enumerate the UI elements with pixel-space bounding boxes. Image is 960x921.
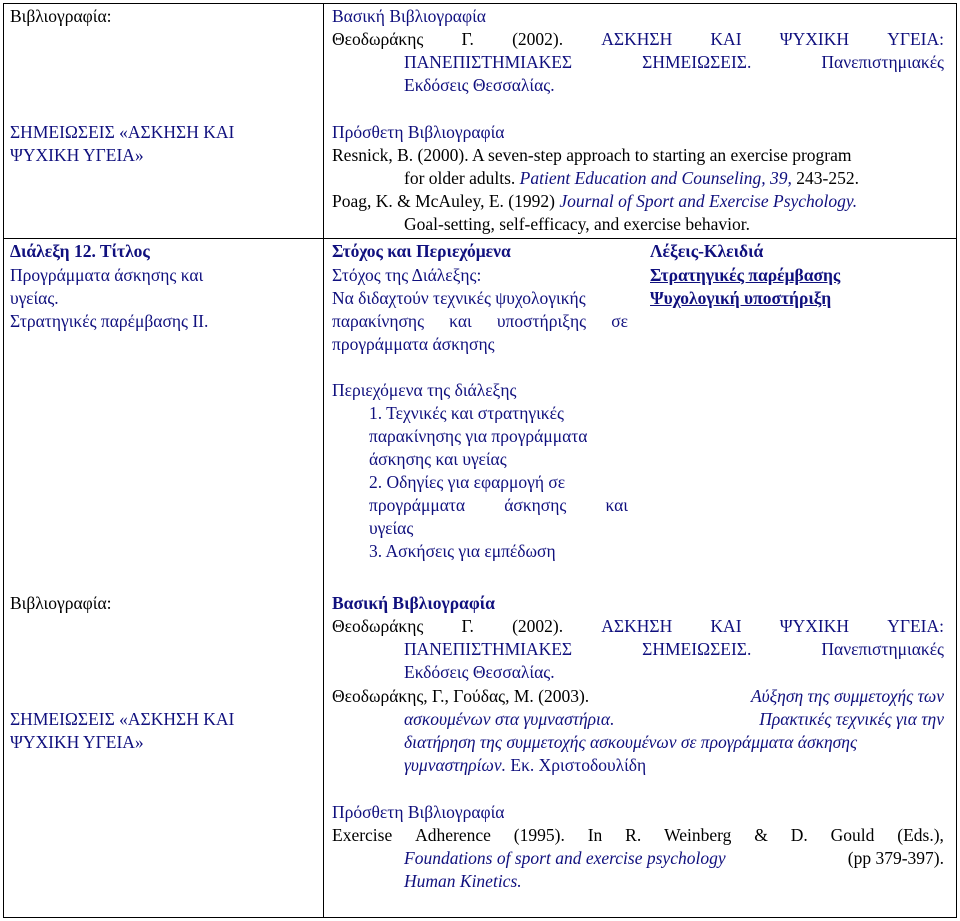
additional-bibliography-heading: Πρόσθετη Βιβλιογραφία [332, 802, 505, 822]
column-divider [323, 3, 324, 918]
reference-line: ΠΑΝΕΠΙΣΤΗΜΙΑΚΕΣ ΣΗΜΕΙΩΣΕΙΣ. Πανεπιστημιακές [404, 639, 944, 659]
reference-line: Θεοδωράκης, Γ., Γούδας, Μ. (2003). Αύξηση της συμμετοχής των [332, 686, 944, 706]
table-border-top [3, 3, 957, 4]
lecture-title-header: Διάλεξη 12. Τίτλος [10, 241, 150, 261]
contents-item: 1. Τεχνικές και στρατηγικές [369, 403, 564, 423]
reference-line: Εκδόσεις Θεσσαλίας. [404, 662, 555, 682]
reference-line: Human Kinetics. [404, 871, 522, 891]
contents-item: άσκησης και υγείας [369, 449, 507, 469]
bibliography-source: ΣΗΜΕΙΩΣΕΙΣ «ΑΣΚΗΣΗ ΚΑΙ [10, 122, 235, 142]
bibliography-source: ΣΗΜΕΙΩΣΕΙΣ «ΑΣΚΗΣΗ ΚΑΙ [10, 709, 235, 729]
bibliography-source: ΨΥΧΙΚΗ ΥΓΕΙΑ» [10, 732, 144, 752]
lecture-title: υγείας. [10, 288, 59, 308]
reference-line: γυμναστηρίων. Εκ. Χριστοδουλίδη [404, 755, 647, 775]
row-divider [3, 238, 957, 239]
additional-bibliography-heading: Πρόσθετη Βιβλιογραφία [332, 122, 505, 142]
bibliography-label: Βιβλιογραφία: [10, 593, 112, 613]
basic-bibliography-heading: Βασική Βιβλιογραφία [332, 6, 486, 26]
reference-line: διατήρηση της συμμετοχής ασκουμένων σε προγράμματα άσκησης [404, 732, 858, 752]
contents-item: 2. Οδηγίες για εφαρμογή σε [369, 472, 566, 492]
reference-line: for older adults. Patient Education and Counseling, 39, 243-252. [404, 168, 859, 188]
reference-line: Exercise Adherence (1995). In R. Weinberg & D. Gould (Eds.), [332, 825, 944, 845]
reference-line: ασκουμένων στα γυμναστήρια. Πρακτικές τεχνικές για την [404, 709, 944, 729]
reference-line: Poag, K. & McAuley, E. (1992) Journal of Sport and Exercise Psychology. [332, 191, 858, 211]
reference-line: Resnick, B. (2000). A seven-step approach to starting an exercise program [332, 145, 852, 165]
table-border-right [956, 3, 957, 918]
goal-text: Να διδαχτούν τεχνικές ψυχολογικής [332, 288, 586, 308]
contents-item: παρακίνησης για προγράμματα [369, 426, 588, 446]
bibliography-label: Βιβλιογραφία: [10, 6, 112, 26]
keywords-header: Λέξεις-Κλειδιά [650, 241, 764, 261]
goal-text: προγράμματα άσκησης [332, 334, 495, 354]
lecture-title: Στρατηγικές παρέμβασης ΙΙ. [10, 311, 209, 331]
contents-item: υγείας [369, 518, 414, 538]
reference-line: ΠΑΝΕΠΙΣΤΗΜΙΑΚΕΣ ΣΗΜΕΙΩΣΕΙΣ. Πανεπιστημιακές [404, 52, 944, 72]
goal-text: παρακίνησης και υποστήριξης σε [332, 311, 628, 331]
keyword-item: Ψυχολογική υποστήριξη [650, 288, 832, 308]
keyword-item: Στρατηγικές παρέμβασης [650, 265, 841, 285]
contents-item: προγράμματα άσκησης και [369, 495, 628, 515]
basic-bibliography-heading: Βασική Βιβλιογραφία [332, 593, 495, 613]
table-border-bottom [3, 917, 957, 918]
goal-heading: Στόχος της Διάλεξης: [332, 265, 482, 285]
table-border-left [3, 3, 4, 918]
lecture-title: Προγράμματα άσκησης και [10, 265, 204, 285]
reference-line: Εκδόσεις Θεσσαλίας. [404, 75, 555, 95]
reference-line: Foundations of sport and exercise psychology (pp 379-397). [404, 848, 944, 868]
reference-line: Θεοδωράκης Γ. (2002). ΑΣΚΗΣΗ ΚΑΙ ΨΥΧΙΚΗ ΥΓΕΙΑ: [332, 616, 944, 636]
contents-item: 3. Ασκήσεις για εμπέδωση [369, 541, 556, 561]
reference-line: Θεοδωράκης Γ. (2002). ΑΣΚΗΣΗ ΚΑΙ ΨΥΧΙΚΗ ΥΓΕΙΑ: [332, 29, 944, 49]
bibliography-source: ΨΥΧΙΚΗ ΥΓΕΙΑ» [10, 145, 144, 165]
reference-line: Goal-setting, self-efficacy, and exercise behavior. [404, 214, 750, 234]
contents-heading: Περιεχόμενα της διάλεξης [332, 380, 517, 400]
goal-contents-header: Στόχος και Περιεχόμενα [332, 241, 511, 261]
